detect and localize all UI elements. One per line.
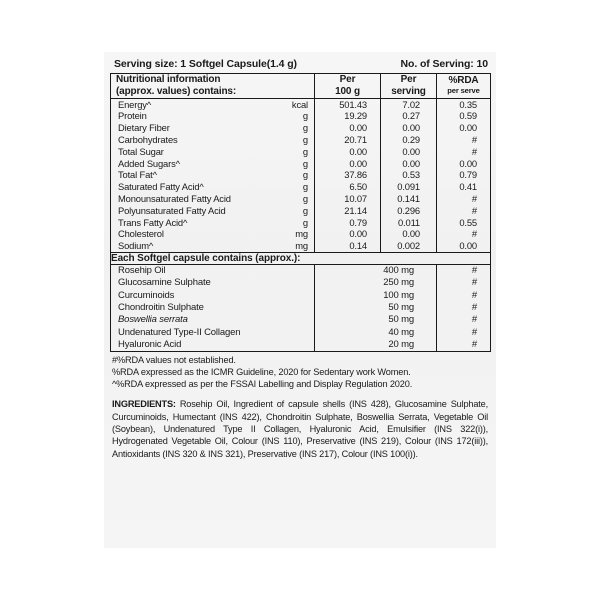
nutrient-unit: mg (295, 228, 308, 240)
nutrient-per-serving: 0.011 (381, 217, 437, 229)
table-row (111, 264, 491, 277)
capsule-ingredient-name: Glucosamine Sulphate (118, 277, 211, 289)
serving-summary-row (110, 58, 490, 73)
capsule-section-header-row (111, 252, 491, 264)
table-row (111, 169, 491, 181)
table-row (111, 217, 491, 229)
per-serving-header (381, 74, 437, 99)
nutrient-unit: g (302, 133, 308, 145)
footnote-fssai-regulation: ^%RDA expressed as per the FSSAI Labelling and Display Regulation 2020. (112, 379, 413, 390)
capsule-ingredient-rda: # (437, 339, 491, 352)
capsule-ingredient-rda: # (437, 277, 491, 289)
nutrient-rda: # (437, 228, 491, 240)
capsule-ingredient-rda: # (437, 290, 491, 302)
capsule-ingredient-name: Chondroitin Sulphate (118, 301, 204, 313)
nutrient-name: Sodium^ (118, 240, 154, 252)
nutrient-rda: 0.79 (437, 169, 491, 181)
table-row (111, 110, 491, 122)
nutrient-per-100g: 0.00 (315, 146, 381, 158)
table-row (111, 240, 491, 252)
nutrient-unit: g (302, 181, 308, 193)
table-row (111, 327, 491, 339)
nutrient-per-serving: 7.02 (381, 98, 437, 110)
nutrient-rda: # (437, 134, 491, 146)
per-serving-line1: Per (400, 74, 417, 85)
nutrient-per-serving: 0.141 (381, 193, 437, 205)
nutrient-rda: 0.41 (437, 181, 491, 193)
nutrient-unit: g (302, 192, 308, 204)
table-row (111, 290, 491, 302)
nutrient-rda: 0.00 (437, 122, 491, 134)
nutrient-rda: 0.35 (437, 98, 491, 110)
nutrient-per-100g: 0.00 (315, 122, 381, 134)
nutrient-per-100g: 19.29 (315, 110, 381, 122)
table-row (111, 158, 491, 170)
nutrient-name: Carbohydrates (118, 133, 178, 145)
table-row (111, 181, 491, 193)
nutrient-unit: kcal (291, 98, 308, 110)
nutrient-rda: # (437, 205, 491, 217)
nutrient-per-100g: 0.00 (315, 158, 381, 170)
nutrient-name: Monounsaturated Fatty Acid (118, 192, 231, 204)
nutrient-per-serving: 0.27 (381, 110, 437, 122)
nutrient-name: Dietary Fiber (118, 122, 170, 134)
nutrient-per-100g: 0.00 (315, 228, 381, 240)
per-100g-header (315, 74, 381, 99)
rda-line1: %RDA (448, 75, 479, 87)
table-row (111, 339, 491, 352)
nutrient-per-100g: 10.07 (315, 193, 381, 205)
nutrient-per-100g: 501.43 (315, 98, 381, 110)
nutritional-information-line2: (approx. values) contains: (116, 85, 237, 97)
nutrient-rda: 0.00 (437, 158, 491, 170)
nutrient-name: Energy^ (118, 98, 152, 110)
nutrient-per-serving: 0.002 (381, 240, 437, 252)
ingredients-list-text: Rosehip Oil, Ingredient of capsule shells (INS 428), Glucosamine Sulphate, Curcuminoids, Humectant (INS 422), Chondroitin Sulphate, Boswellia Serrata, Vegetable Oil (Soybean), Undenatured Type II Collagen, Hyaluronic Acid, Emulsifier (INS 322(i)), Hydrogenated Vegetable Oil, Colour (INS 110), Preservative (INS 219), Colour (INS 172(iii)), Antioxidants (INS 320 & INS 321), Preservative (INS 217), Colour (INS 100(i)). (112, 399, 488, 459)
table-row (111, 122, 491, 134)
nutrient-per-serving: 0.00 (381, 228, 437, 240)
nutrient-unit: g (302, 169, 308, 181)
table-row (111, 228, 491, 240)
nutrient-per-100g: 37.86 (315, 169, 381, 181)
footnotes-block (110, 352, 490, 391)
footnote-icmr-guideline: %RDA expressed as the ICMR Guideline, 2020 for Sedentary work Women. (112, 367, 411, 378)
nutrition-label-panel (104, 52, 496, 548)
nutrition-facts-table (110, 73, 491, 352)
capsule-ingredient-rda: # (437, 327, 491, 339)
per-100g-line1: Per (339, 74, 356, 85)
table-row (111, 314, 491, 326)
table-row (111, 98, 491, 110)
rda-line2: per serve (447, 86, 480, 96)
table-row (111, 146, 491, 158)
label-inner-content (110, 58, 490, 460)
capsule-ingredient-name: Curcuminoids (118, 289, 175, 301)
table-row (111, 134, 491, 146)
nutrient-per-serving: 0.00 (381, 146, 437, 158)
table-row (111, 277, 491, 289)
capsule-ingredient-rda: # (437, 302, 491, 314)
nutrient-name: Added Sugars^ (118, 157, 180, 169)
capsule-ingredient-amount: 20 mg (315, 339, 437, 352)
capsule-ingredient-name: Boswellia serrata (118, 314, 188, 326)
nutrient-rda: 0.59 (437, 110, 491, 122)
nutrient-name: Cholesterol (118, 228, 164, 240)
capsule-ingredient-amount: 50 mg (315, 302, 437, 314)
nutrient-unit: g (302, 157, 308, 169)
nutrient-name: Polyunsaturated Fatty Acid (118, 204, 226, 216)
table-row (111, 205, 491, 217)
nutrient-rda: # (437, 193, 491, 205)
nutrient-unit: mg (295, 240, 308, 252)
capsule-ingredient-amount: 250 mg (315, 277, 437, 289)
nutrient-name: Protein (118, 110, 147, 122)
nutrient-per-serving: 0.00 (381, 158, 437, 170)
nutrient-rda: # (437, 146, 491, 158)
footnote-rda-not-established: #%RDA values not established. (112, 355, 236, 366)
nutrient-per-serving: 0.53 (381, 169, 437, 181)
table-header-row (111, 74, 491, 99)
capsule-ingredient-rda: # (437, 314, 491, 326)
nutrient-unit: g (302, 122, 308, 134)
capsule-section-title: Each Softgel capsule contains (approx.): (111, 252, 491, 264)
nutrient-per-serving: 0.29 (381, 134, 437, 146)
table-row (111, 302, 491, 314)
nutrient-unit: g (302, 110, 308, 122)
nutrient-per-serving: 0.00 (381, 122, 437, 134)
per-100g-line2: 100 g (335, 85, 360, 97)
capsule-ingredient-name: Undenatured Type-II Collagen (118, 326, 241, 338)
serving-size-text: Serving size: 1 Softgel Capsule(1.4 g) (114, 58, 297, 70)
nutrient-per-100g: 0.79 (315, 217, 381, 229)
nutrient-per-100g: 21.14 (315, 205, 381, 217)
capsule-ingredient-rda: # (437, 264, 491, 277)
nutrient-per-100g: 20.71 (315, 134, 381, 146)
nutrient-name: Saturated Fatty Acid^ (118, 181, 204, 193)
nutrient-rda: 0.55 (437, 217, 491, 229)
nutrient-per-serving: 0.091 (381, 181, 437, 193)
nutrient-name: Total Sugar (118, 145, 164, 157)
nutrient-unit: g (302, 204, 308, 216)
capsule-ingredient-amount: 50 mg (315, 314, 437, 326)
nutrient-name: Total Fat^ (118, 169, 157, 181)
capsule-ingredient-name: Rosehip Oil (118, 264, 166, 276)
nutrient-name: Trans Fatty Acid^ (118, 216, 188, 228)
capsule-ingredient-amount: 400 mg (315, 264, 437, 277)
capsule-ingredient-amount: 100 mg (315, 290, 437, 302)
per-serving-line2: serving (391, 85, 426, 97)
nutrient-unit: g (302, 216, 308, 228)
nutrient-per-100g: 0.14 (315, 240, 381, 252)
nutrient-per-100g: 6.50 (315, 181, 381, 193)
capsule-ingredient-amount: 40 mg (315, 327, 437, 339)
nutrient-per-serving: 0.296 (381, 205, 437, 217)
number-of-servings-text: No. of Serving: 10 (400, 58, 488, 70)
table-row (111, 193, 491, 205)
ingredients-heading: INGREDIENTS: (112, 399, 176, 410)
rda-header (437, 74, 491, 99)
nutritional-information-line1: Nutritional information (116, 74, 221, 85)
nutritional-information-header (111, 74, 315, 99)
ingredients-paragraph (110, 391, 490, 460)
nutrient-rda: 0.00 (437, 240, 491, 252)
nutrient-unit: g (302, 145, 308, 157)
capsule-ingredient-name: Hyaluronic Acid (118, 339, 182, 351)
